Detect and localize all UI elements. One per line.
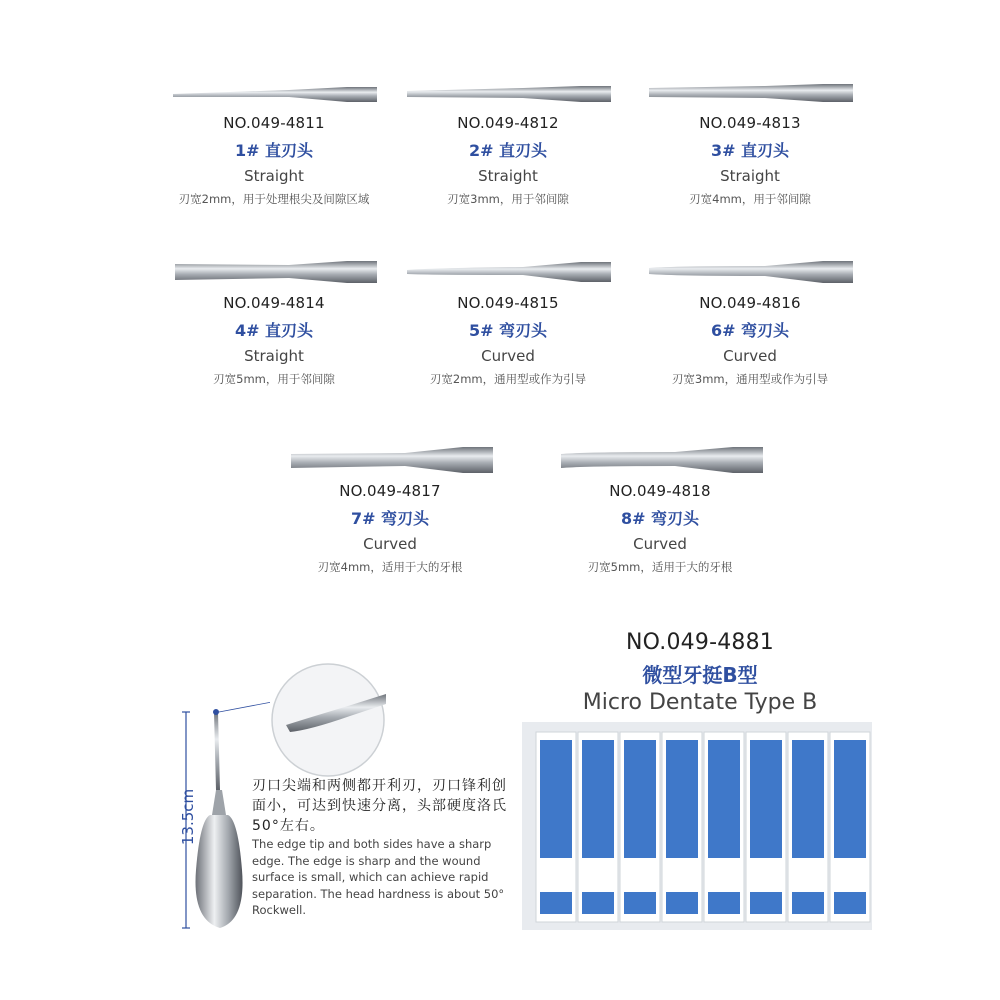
- product-code: NO.049-4814: [223, 294, 325, 312]
- feature-description-cn: 刃口尖端和两侧都开利刃，刃口锋利创面小，可达到快速分离，头部硬度洛氏50°左右。: [252, 778, 507, 834]
- product-description: 刃宽4mm，适用于大的牙根: [317, 560, 463, 574]
- product-type-en: Curved: [723, 347, 777, 365]
- product-card-4813: [630, 78, 870, 207]
- product-description: 刃宽2mm，用于处理根尖及间隙区域: [178, 192, 370, 206]
- model-code: NO.049-4881: [626, 630, 774, 655]
- product-type-en: Curved: [363, 535, 417, 553]
- product-type-en: Curved: [481, 347, 535, 365]
- product-name-cn: 1# 直刃头: [234, 141, 314, 160]
- product-card-4816: [630, 256, 870, 387]
- model-name-cn: 微型牙挺B型: [642, 663, 758, 687]
- product-description: 刃宽4mm，用于邻间隙: [689, 192, 811, 206]
- product-name-cn: 6# 弯刃头: [710, 321, 790, 340]
- product-type-en: Straight: [478, 167, 538, 185]
- product-name-cn: 3# 直刃头: [710, 141, 790, 160]
- length-dimension-label: 13.5cm: [179, 788, 197, 846]
- straight-elevator-tip-image: [403, 78, 613, 108]
- product-description: 刃宽2mm，通用型或作为引导: [429, 372, 587, 386]
- product-description: 刃宽5mm，适用于大的牙根: [587, 560, 733, 574]
- product-card-4817: [270, 444, 510, 575]
- product-packaging-image: [522, 722, 872, 930]
- straight-elevator-tip-image: [169, 78, 379, 108]
- product-card-4811: [154, 78, 394, 207]
- straight-elevator-tip-image: [169, 256, 379, 288]
- magnified-tip-image: [268, 660, 388, 780]
- product-name-cn: 5# 弯刃头: [468, 321, 548, 340]
- product-type-en: Straight: [244, 167, 304, 185]
- product-code: NO.049-4813: [699, 114, 801, 132]
- curved-elevator-tip-image: [403, 256, 613, 288]
- product-description: 刃宽5mm，用于邻间隙: [213, 372, 335, 386]
- product-name-cn: 8# 弯刃头: [620, 509, 700, 528]
- product-card-4812: [388, 78, 628, 207]
- product-description: 刃宽3mm，用于邻间隙: [447, 192, 569, 206]
- product-type-en: Straight: [720, 167, 780, 185]
- straight-elevator-tip-image: [645, 78, 855, 108]
- product-code: NO.049-4811: [223, 114, 325, 132]
- product-type-en: Curved: [633, 535, 687, 553]
- curved-elevator-tip-image: [285, 444, 495, 476]
- product-code: NO.049-4816: [699, 294, 801, 312]
- model-name-en: Micro Dentate Type B: [582, 690, 818, 715]
- product-description: 刃宽3mm，通用型或作为引导: [671, 372, 829, 386]
- product-name-cn: 4# 直刃头: [234, 321, 314, 340]
- feature-description-en: The edge tip and both sides have a sharp edge. The edge is sharp and the wound surface is small, which can achieve rapid separation. The head hardness is about 50° Rockwell.: [252, 837, 505, 917]
- product-code: NO.049-4817: [339, 482, 441, 500]
- product-card-4814: [154, 256, 394, 387]
- product-code: NO.049-4812: [457, 114, 559, 132]
- curved-elevator-tip-image: [555, 444, 765, 476]
- curved-elevator-tip-image: [645, 256, 855, 288]
- product-name-cn: 2# 直刃头: [468, 141, 548, 160]
- product-card-4818: [540, 444, 780, 575]
- product-code: NO.049-4815: [457, 294, 559, 312]
- featured-product-header: [540, 630, 860, 715]
- product-type-en: Straight: [244, 347, 304, 365]
- product-name-cn: 7# 弯刃头: [350, 509, 430, 528]
- product-code: NO.049-4818: [609, 482, 711, 500]
- product-card-4815: [388, 256, 628, 387]
